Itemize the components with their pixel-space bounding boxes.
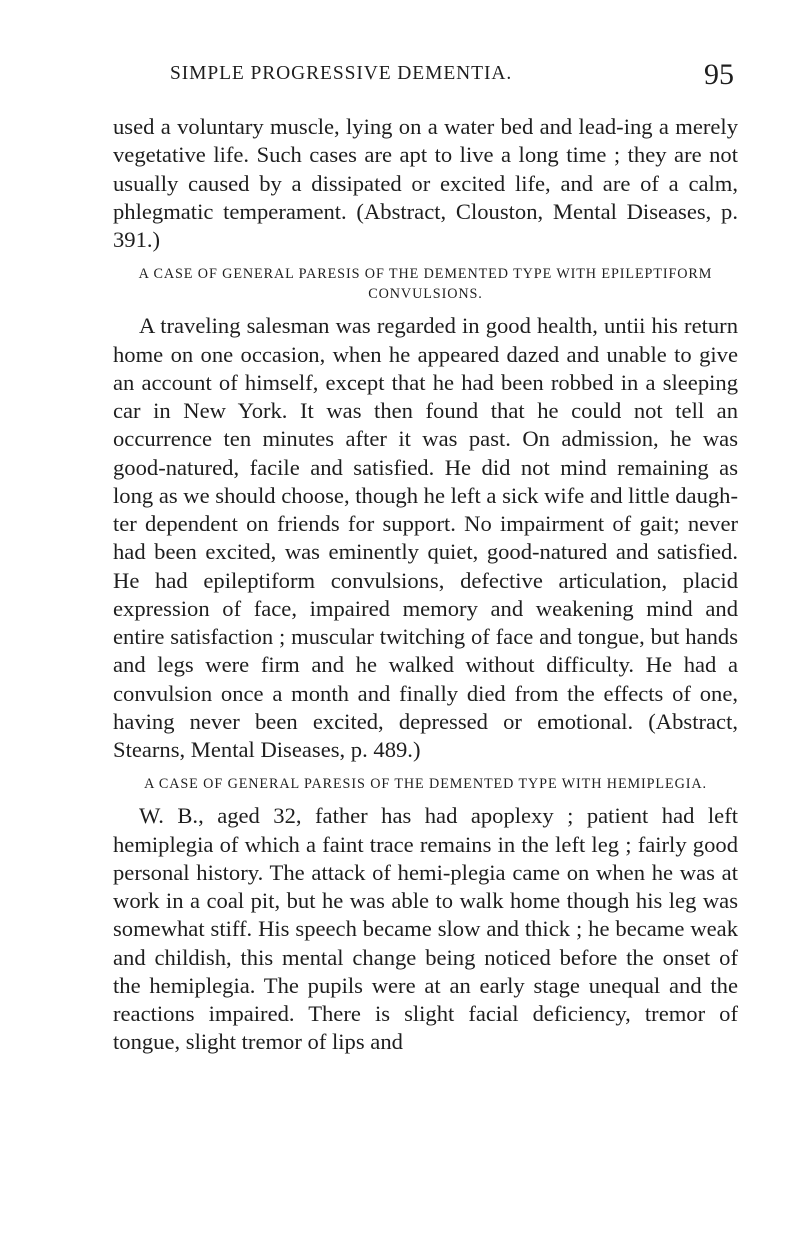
- running-header: [113, 58, 738, 98]
- paragraph-case-wb: W. B., aged 32, father has had apoplexy ; patient had left hemiplegia of which a faint trace remains in the left leg ; fairly good personal history. The attack of hemi-plegia came on when he was at work in a coal pit, but he was able to walk home though his leg was somewhat stiff. His speech became slow and thick ; he became weak and childish, this mental change being noticed before the onset of the hemiplegia. The pupils were at an early stage unequal and the reactions impaired. There is slight facial deficiency, tremor of tongue, slight tremor of lips and: [113, 803, 738, 1055]
- section-heading-hemiplegia: A CASE OF GENERAL PARESIS OF THE DEMENTED TYPE WITH HEMIPLEGIA.: [144, 776, 707, 793]
- page-number: 95: [704, 58, 734, 91]
- section-heading-epileptiform: A CASE OF GENERAL PARESIS OF THE DEMENTED TYPE WITH EPILEPTIFORM CONVULSIONS.: [138, 266, 713, 303]
- book-page: [113, 58, 738, 1057]
- running-title: SIMPLE PROGRESSIVE DEMENTIA.: [170, 63, 513, 84]
- paragraph-case-salesman: A traveling salesman was regarded in good health, untii his return home on one occasion, when he appeared dazed and unable to give an account of himself, except that he had been robbed in a sleeping car in New York. It was then found that he could not tell an occurrence ten minutes after it was past. On admission, he was good-natured, facile and satisfied. He did not mind remaining as long as we should choose, though he left a sick wife and little daugh-ter dependent on friends for support. No impairment of gait; never had been excited, was eminently quiet, good-natured and satisfied. He had epileptiform convulsions, defective articulation, placid expression of face, impaired memory and weakening mind and entire satisfaction ; muscular twitching of face and tongue, but hands and legs were firm and he walked without difficulty. He had a convulsion once a month and finally died from the effects of one, having never been excited, depressed or emotional. (Abstract, Stearns, Mental Diseases, p. 489.): [113, 313, 738, 762]
- paragraph-continuation: used a voluntary muscle, lying on a water bed and lead-ing a merely vegetative life. Such cases are apt to live a long time ; they are not usually caused by a dissipated or excited life, and are of a calm, phlegmatic temperament. (Abstract, Clouston, Mental Diseases, p. 391.): [113, 114, 738, 252]
